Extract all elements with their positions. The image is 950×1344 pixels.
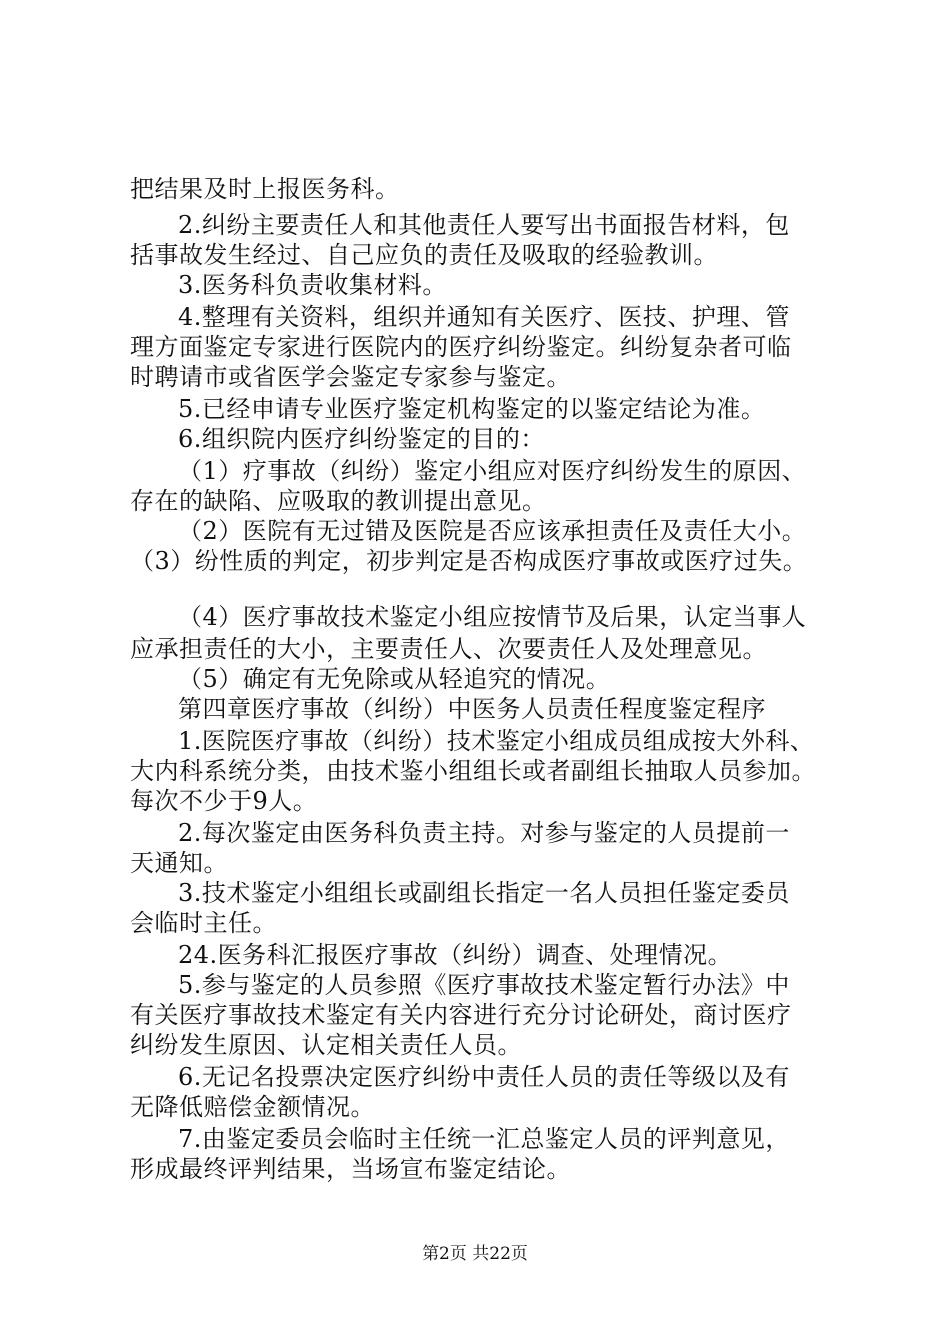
text-line: 2.每次鉴定由医务科负责主持。对参与鉴定的人员提前一 <box>178 819 790 847</box>
text-line: 纠纷发生原因、认定相关责任人员。 <box>130 1031 522 1059</box>
text-line: 应承担责任的大小，主要责任人、次要责任人及处理意见。 <box>130 635 767 663</box>
text-line: 会临时主任。 <box>130 909 277 937</box>
text-line: 6.组织院内医疗纠纷鉴定的目的： <box>178 425 545 453</box>
text-line: 3.技术鉴定小组组长或副组长指定一名人员担任鉴定委员 <box>178 879 790 907</box>
text-line: （3）纷性质的判定，初步判定是否构成医疗事故或医疗过失。 <box>130 547 808 575</box>
text-line: （2）医院有无过错及医院是否应该承担责任及责任大小。 <box>178 517 807 545</box>
text-line: （4）医疗事故技术鉴定小组应按情节及后果，认定当事人 <box>178 603 807 631</box>
text-line: 2.纠纷主要责任人和其他责任人要写出书面报告材料，包 <box>178 211 790 239</box>
text-line: 24.医务科汇报医疗事故（纠纷）调查、处理情况。 <box>178 941 733 969</box>
text-line: 5.参与鉴定的人员参照《医疗事故技术鉴定暂行办法》中 <box>178 971 790 999</box>
text-line: 有关医疗事故技术鉴定有关内容进行充分讨论研处，商讨医疗 <box>130 1001 792 1029</box>
text-line: 1.医院医疗事故（纠纷）技术鉴定小组成员组成按大外科、 <box>178 727 815 755</box>
text-line: 3.医务科负责收集材料。 <box>178 271 447 299</box>
text-line: （1）疗事故（纠纷）鉴定小组应对医疗纠纷发生的原因、 <box>178 457 807 485</box>
text-line: 5.已经申请专业医疗鉴定机构鉴定的以鉴定结论为准。 <box>178 395 766 423</box>
text-line: 形成最终评判结果，当场宣布鉴定结论。 <box>130 1155 571 1183</box>
text-line: 4.整理有关资料，组织并通知有关医疗、医技、护理、管 <box>178 303 790 331</box>
text-line: 每次不少于9人。 <box>130 787 318 815</box>
text-line: 大内科系统分类，由技术鉴小组组长或者副组长抽取人员参加。 <box>130 757 816 785</box>
text-line: 存在的缺陷、应吸取的教训提出意见。 <box>130 487 547 515</box>
text-line: 时聘请市或省医学会鉴定专家参与鉴定。 <box>130 363 571 391</box>
text-line: 7.由鉴定委员会临时主任统一汇总鉴定人员的评判意见， <box>178 1125 790 1153</box>
text-line: 把结果及时上报医务科。 <box>130 175 400 203</box>
text-line: 天通知。 <box>130 849 228 877</box>
text-line: 理方面鉴定专家进行医院内的医疗纠纷鉴定。纠纷复杂者可临 <box>130 333 792 361</box>
page-footer: 第2页 共22页 <box>422 1244 528 1264</box>
text-line: 括事故发生经过、自己应负的责任及吸取的经验教训。 <box>130 241 718 269</box>
text-line: 第四章医疗事故（纠纷）中医务人员责任程度鉴定程序 <box>178 695 766 723</box>
text-line: （5）确定有无免除或从轻追究的情况。 <box>178 665 611 693</box>
text-line: 无降低赔偿金额情况。 <box>130 1093 375 1121</box>
text-line: 6.无记名投票决定医疗纠纷中责任人员的责任等级以及有 <box>178 1063 790 1091</box>
